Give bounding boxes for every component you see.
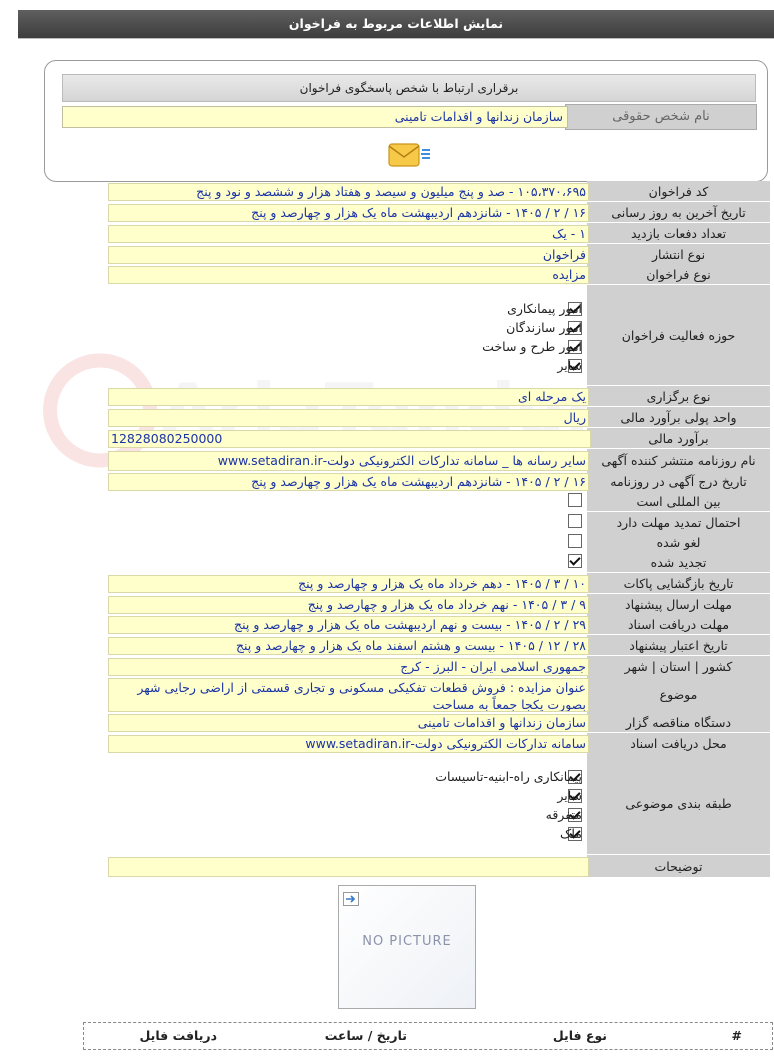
cancelled-checkbox[interactable] [568,534,582,548]
international-checkbox[interactable] [568,493,582,507]
activity-checkbox-label: امور طرح و ساخت [482,339,582,354]
field-value: ۲۸ / ۱۲ / ۱۴۰۵ - بیست و هشتم اسفند ماه یک هزار و چهارصد و پنج [108,637,589,655]
field-value: فراخوان [108,246,589,264]
category-checkbox-label: ملک [559,826,582,841]
field-label: نوع برگزاری [587,386,770,407]
broken-image-icon [343,892,359,906]
category-checkbox-label: پیمانکاری راه-ابنیه-تاسیسات [435,769,582,784]
field-label: نوع انتشار [587,244,770,265]
field-value: ۲۹ / ۲ / ۱۴۰۵ - بیست و نهم اردیبهشت ماه یک هزار و چهارصد و پنج [108,616,589,634]
field-label: نام روزنامه منتشر کننده آگهی [587,449,770,472]
field-value: سایر رسانه ها _ سامانه تدارکات الکترونیکی دولت-www.setadiran.ir [108,451,589,471]
col-file-type: نوع فایل [552,1028,607,1043]
field-value: جمهوری اسلامی ایران - البرز - کرج [108,658,589,676]
field-label: تعداد دفعات بازدید [587,223,770,244]
activity-checkbox-label: سایر [557,358,582,373]
field-label: کشور | استان | شهر [587,656,770,677]
field-value: سامانه تدارکات الکترونیکی دولت-www.setadiran.ir [108,735,589,753]
field-label: تاریخ آخرین به روز رسانی [587,202,770,223]
field-value: سازمان زندانها و اقدامات تامینی [108,714,589,732]
field-value: 12828080250000 [108,430,591,448]
field-value: ۱۰ / ۳ / ۱۴۰۵ - دهم خرداد ماه یک هزار و چهارصد و پنج [108,575,589,593]
col-index: # [731,1028,742,1043]
legal-person-label: نام شخص حقوقی [565,104,757,130]
field-label: کد فراخوان [587,181,770,202]
field-label: برآورد مالی [587,428,770,449]
field-label: محل دریافت اسناد [587,733,770,754]
field-label: لغو شده [587,532,770,553]
field-label: مهلت دریافت اسناد [587,614,770,635]
page-title: نمایش اطلاعات مربوط به فراخوان [18,10,774,38]
extension-checkbox[interactable] [568,514,582,528]
field-value: ۱۶ / ۲ / ۱۴۰۵ - شانزدهم اردیبهشت ماه یک هزار و چهارصد و پنج [108,473,589,491]
field-label: حوزه فعالیت فراخوان [587,285,770,386]
field-value: ریال [108,409,589,427]
field-label: تاریخ بازگشایی پاکات [587,573,770,594]
field-label: مهلت ارسال پیشنهاد [587,594,770,615]
no-picture-placeholder [338,885,476,1009]
col-download: دریافت فایل [139,1028,217,1043]
renewed-checkbox[interactable] [568,554,582,568]
field-label: طبقه بندی موضوعی [587,753,770,855]
field-value: ۱۰۵،۳۷۰،۶۹۵ - صد و پنج میلیون و سیصد و هفتاد هزار و ششصد و نود و پنج [108,183,589,201]
field-label: تاریخ درج آگهی در روزنامه [587,471,770,492]
field-value: ۹ / ۳ / ۱۴۰۵ - نهم خرداد ماه یک هزار و چهارصد و پنج [108,596,589,614]
files-table-header [83,1022,773,1050]
category-checkbox-label: سایر [557,788,582,803]
field-label: احتمال تمدید مهلت دارد [587,512,770,533]
field-label: دستگاه مناقصه گزار [587,712,770,733]
field-value: ۱ - یک [108,225,589,243]
field-label: توضیحات [587,855,770,878]
field-label: بین المللی است [587,491,770,512]
category-checkbox-label: متفرقه [545,807,582,822]
activity-checkbox-label: امور پیمانکاری [507,301,582,316]
field-value [108,857,589,877]
field-label: تاریخ اعتبار پیشنهاد [587,635,770,656]
no-picture-text: NO PICTURE [362,934,452,949]
field-value: یک مرحله ای [108,388,589,406]
activity-checkbox-label: امور سازندگان [506,320,582,335]
field-label: واحد پولی برآورد مالی [587,407,770,428]
contact-header: برقراری ارتباط با شخص پاسخگوی فراخوان [62,74,756,102]
field-value: مزایده [108,266,589,284]
field-value: ۱۶ / ۲ / ۱۴۰۵ - شانزدهم اردیبهشت ماه یک هزار و چهارصد و پنج [108,204,589,222]
field-label: نوع فراخوان [587,264,770,285]
field-label: تجدید شده [587,552,770,573]
field-label: موضوع [587,676,770,713]
col-datetime: تاریخ / ساعت [324,1028,407,1043]
legal-person-value: سازمان زندانها و اقدامات تامینی [62,106,568,128]
field-value: عنوان مزایده : فروش قطعات تفکیکی مسکونی و تجاری قسمتی از اراضی رجایی شهر بصورت یکجا جمعاً به مساحت [108,678,589,712]
